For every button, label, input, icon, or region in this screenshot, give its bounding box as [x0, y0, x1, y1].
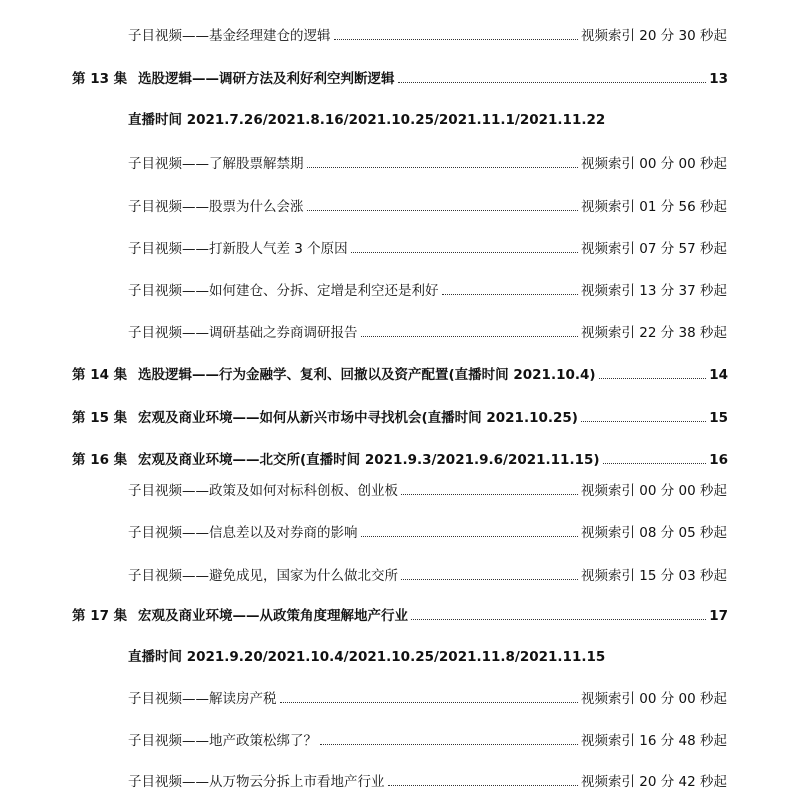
- page-number: 17: [709, 608, 728, 624]
- sub-entry-label: 子目视频——地产政策松绑了？: [128, 733, 317, 749]
- episode-heading: [72, 604, 408, 624]
- sub-entry-label: 子目视频——调研基础之券商调研报告: [128, 325, 358, 341]
- dot-leader: [320, 744, 578, 745]
- episode-number: 第 15 集: [72, 410, 128, 426]
- dot-leader: [401, 494, 578, 495]
- air-dates: 直播时间 2021.7.26/2021.8.16/2021.10.25/2021.11.1/2021.11.22: [128, 112, 606, 128]
- dot-leader: [411, 619, 706, 620]
- toc-episode-entry[interactable]: [72, 446, 728, 468]
- episode-heading: [72, 67, 395, 87]
- page-number: 13: [709, 71, 728, 87]
- sub-entry-label: 子目视频——了解股票解禁期: [128, 156, 304, 172]
- toc-sub-entry[interactable]: [128, 727, 727, 749]
- dot-leader: [361, 336, 578, 337]
- toc-sub-entry[interactable]: [128, 150, 727, 172]
- toc-episode-entry[interactable]: [72, 404, 728, 426]
- episode-number: 第 14 集: [72, 367, 128, 383]
- episode-title: 宏观及商业环境——北交所(直播时间 2021.9.3/2021.9.6/2021.11.15): [138, 452, 600, 468]
- episode-number: 第 17 集: [72, 608, 128, 624]
- sub-entry-label: 子目视频——解读房产税: [128, 691, 277, 707]
- video-index: 视频索引 08 分 05 秒起: [580, 525, 727, 541]
- video-index: 视频索引 15 分 03 秒起: [580, 568, 727, 584]
- video-index: 视频索引 22 分 38 秒起: [580, 325, 727, 341]
- page-number: 14: [709, 367, 728, 383]
- dot-leader: [603, 463, 707, 464]
- episode-heading: [72, 363, 596, 383]
- toc-sub-entry[interactable]: [128, 235, 727, 257]
- dot-leader: [351, 252, 578, 253]
- episode-heading: [72, 448, 600, 468]
- video-index: 视频索引 20 分 42 秒起: [580, 774, 727, 790]
- dot-leader: [599, 378, 707, 379]
- video-index: 视频索引 07 分 57 秒起: [580, 241, 727, 257]
- episode-title: 宏观及商业环境——从政策角度理解地产行业: [138, 608, 408, 624]
- video-index: 视频索引 20 分 30 秒起: [580, 28, 727, 44]
- toc-sub-entry[interactable]: [128, 277, 727, 299]
- episode-heading: [72, 406, 578, 426]
- sub-entry-label: 子目视频——股票为什么会涨: [128, 199, 304, 215]
- toc-episode-entry[interactable]: [72, 65, 728, 87]
- video-index: 视频索引 00 分 00 秒起: [580, 691, 727, 707]
- dot-leader: [307, 210, 578, 211]
- toc-episode-entry[interactable]: [72, 361, 728, 383]
- toc-sub-entry[interactable]: [128, 477, 727, 499]
- dot-leader: [307, 167, 578, 168]
- page-number: 16: [709, 452, 728, 468]
- dot-leader: [442, 294, 578, 295]
- dot-leader: [401, 579, 578, 580]
- video-index: 视频索引 00 分 00 秒起: [580, 483, 727, 499]
- video-index: 视频索引 01 分 56 秒起: [580, 199, 727, 215]
- toc-episode-entry[interactable]: [72, 602, 728, 624]
- toc-sub-entry[interactable]: [128, 319, 727, 341]
- episode-number: 第 16 集: [72, 452, 128, 468]
- air-dates: 直播时间 2021.9.20/2021.10.4/2021.10.25/2021.11.8/2021.11.15: [128, 649, 606, 665]
- sub-entry-label: 子目视频——基金经理建仓的逻辑: [128, 28, 331, 44]
- video-index: 视频索引 13 分 37 秒起: [580, 283, 727, 299]
- toc-sub-entry[interactable]: [128, 768, 727, 790]
- episode-title: 宏观及商业环境——如何从新兴市场中寻找机会(直播时间 2021.10.25): [138, 410, 578, 426]
- dot-leader: [361, 536, 578, 537]
- toc-sub-entry[interactable]: [128, 193, 727, 215]
- episode-number: 第 13 集: [72, 71, 128, 87]
- sub-entry-label: 子目视频——政策及如何对标科创板、创业板: [128, 483, 398, 499]
- video-index: 视频索引 16 分 48 秒起: [580, 733, 727, 749]
- episode-title: 选股逻辑——调研方法及利好利空判断逻辑: [138, 71, 395, 87]
- dot-leader: [388, 785, 578, 786]
- sub-entry-label: 子目视频——打新股人气差 3 个原因: [128, 241, 348, 257]
- page-number: 15: [709, 410, 728, 426]
- sub-entry-label: 子目视频——从万物云分拆上市看地产行业: [128, 774, 385, 790]
- toc-sub-entry[interactable]: [128, 22, 727, 44]
- episode-title: 选股逻辑——行为金融学、复利、回撤以及资产配置(直播时间 2021.10.4): [138, 367, 596, 383]
- dot-leader: [581, 421, 706, 422]
- toc-sub-entry[interactable]: [128, 685, 727, 707]
- toc-sub-entry[interactable]: [128, 519, 727, 541]
- sub-entry-label: 子目视频——信息差以及对券商的影响: [128, 525, 358, 541]
- dot-leader: [334, 39, 578, 40]
- dot-leader: [280, 702, 578, 703]
- toc-sub-entry[interactable]: [128, 562, 727, 584]
- sub-entry-label: 子目视频——避免成见，国家为什么做北交所: [128, 568, 398, 584]
- dot-leader: [398, 82, 707, 83]
- video-index: 视频索引 00 分 00 秒起: [580, 156, 727, 172]
- sub-entry-label: 子目视频——如何建仓、分拆、定增是利空还是利好: [128, 283, 439, 299]
